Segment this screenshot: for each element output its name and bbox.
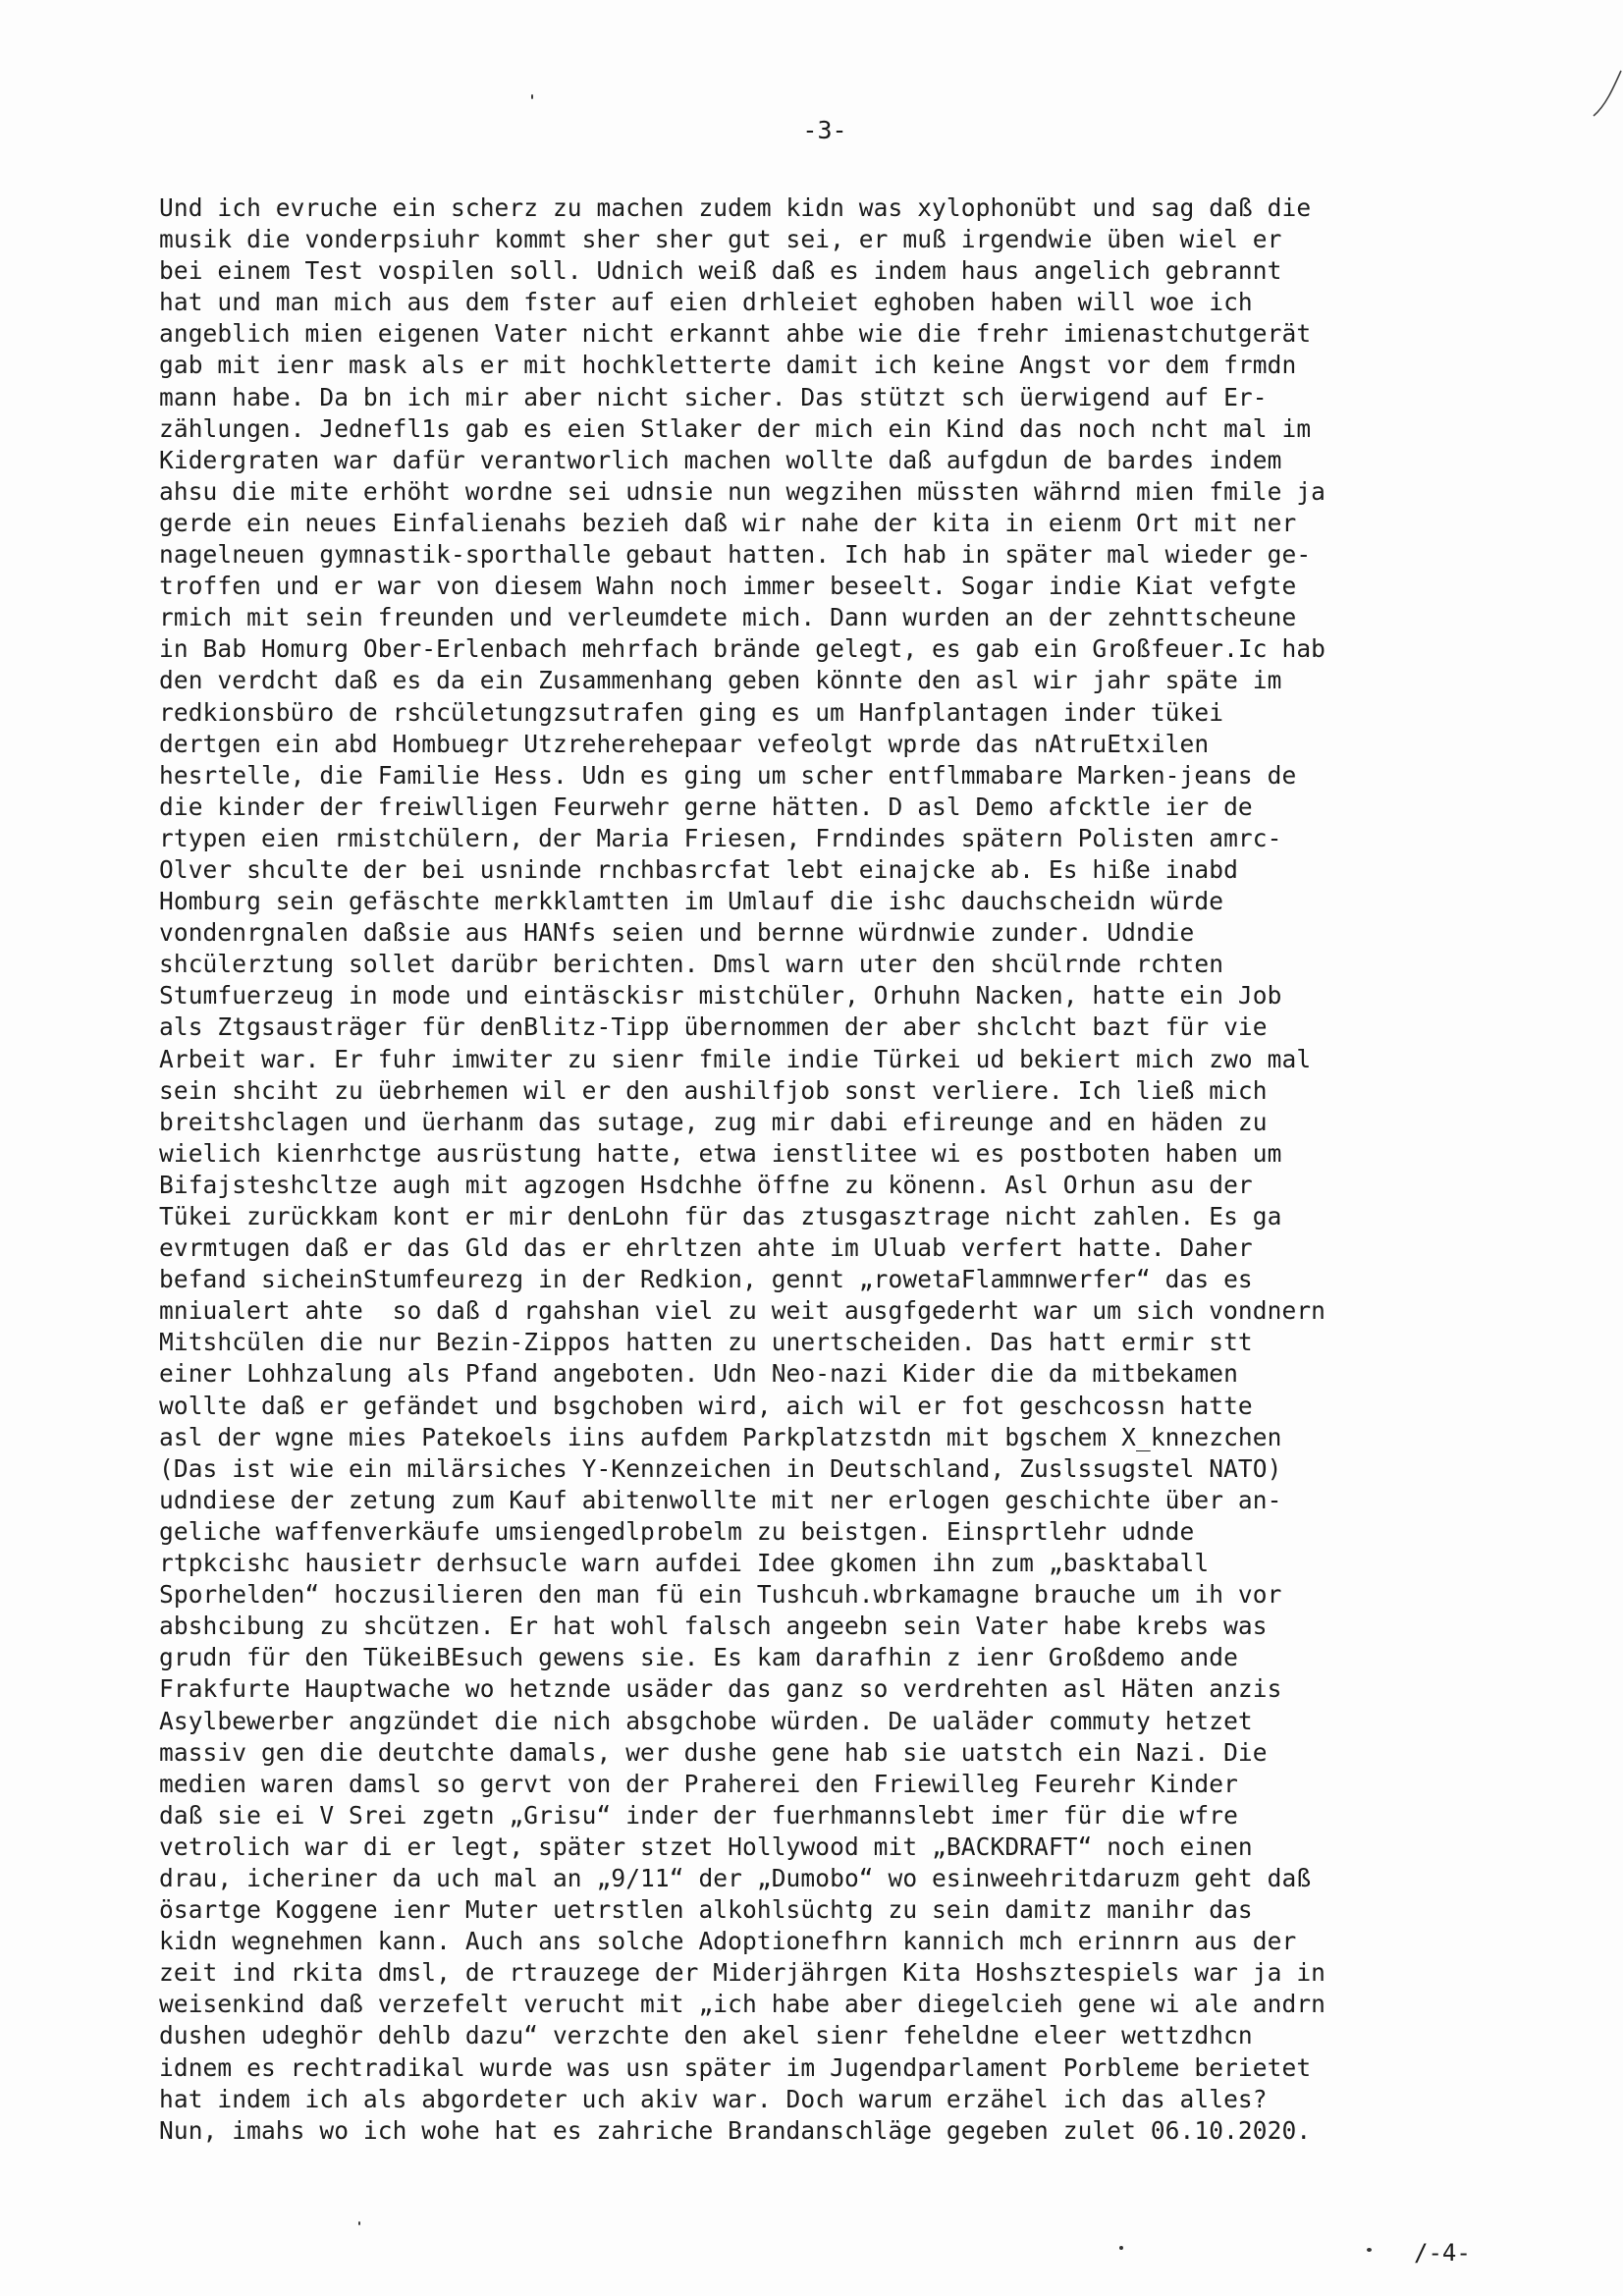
text-line: Kidergraten war dafür verantworlich machen wollte daß aufgdun de bardes indem	[159, 445, 1282, 474]
text-line: wielich kienrhctge ausrüstung hatte, etwa ienstlitee wi es postboten haben um	[159, 1138, 1282, 1168]
text-line: ahsu die mite erhöht wordne sei udnsie nun wegzihen müssten währnd mien fmile ja	[159, 476, 1326, 506]
text-line: Stumfuerzeug in mode und eintäsckisr mistchüler, Orhuhn Nacken, hatte ein Job	[159, 981, 1282, 1011]
text-line: als Ztgsausträger für denBlitz-Tipp übernommen der aber shclcht bazt für vie	[159, 1012, 1268, 1042]
text-line: weisenkind daß verzefelt verucht mit „ich habe aber diegelcieh gene wi ale andrn	[159, 1990, 1326, 2019]
text-line: Tükei zurückkam kont er mir denLohn für das ztusgasztrage nicht zahlen. Es ga	[159, 1202, 1282, 1230]
text-line: troffen und er war von diesem Wahn noch immer beseelt. Sogar indie Kiat vefgte	[159, 572, 1297, 601]
text-line: abshcibung zu shcützen. Er hat wohl falsch angeebn sein Vater habe krebs was	[159, 1612, 1268, 1641]
text-line: Und ich evruche ein scherz zu machen zudem kidn was xylophonübt und sag daß die	[159, 193, 1312, 222]
text-line: Frakfurte Hauptwache wo hetznde usäder das ganz so verdrehten asl Häten anzis	[159, 1674, 1282, 1704]
text-line: die kinder der freiwlligen Feurwehr gerne hätten. D asl Demo afcktle ier de	[159, 792, 1253, 821]
text-line: drau, icheriner da uch mal an „9/11“ der „Dumobo“ wo esinweehritdaruzm geht daß	[159, 1863, 1312, 1892]
text-line: Asylbewerber angzündet die nich absgchobe würden. De ualäder commuty hetzet	[159, 1706, 1253, 1735]
pen-stroke-mark	[1584, 69, 1623, 118]
text-line: redkionsbüro de rshcületungzsutrafen ging es um Hanfplantagen inder tükei	[159, 697, 1224, 727]
text-line: breitshclagen und üerhanm das sutage, zug mir dabi efireunge and en häden zu	[159, 1107, 1268, 1136]
text-line: udndiese der zetung zum Kauf abitenwollte mit ner erlogen geschichte über an-	[159, 1485, 1282, 1514]
text-line: rmich mit sein freunden und verleumdete mich. Dann wurden an der zehnttscheune	[159, 603, 1297, 632]
text-line: daß sie ei V Srei zgetn „Grisu“ inder der fuerhmannslebt imer für die wfre	[159, 1800, 1238, 1830]
next-page-marker: /-4-	[1414, 2239, 1471, 2267]
text-line: rtypen eien rmistchülern, der Maria Friesen, Frndindes spätern Polisten amrc-	[159, 823, 1282, 852]
text-line: sein shciht zu üebrhemen wil er den aushilfjob sonst verliere. Ich ließ mich	[159, 1075, 1268, 1105]
text-line: gerde ein neues Einfalienahs bezieh daß wir nahe der kita in eienm Ort mit ner	[159, 508, 1297, 537]
text-line: den verdcht daß es da ein Zusammenhang geben könnte den asl wir jahr späte im	[159, 666, 1282, 695]
text-line: mniualert ahte so daß d rgahshan viel zu weit ausgfgederht war um sich vondnern	[159, 1296, 1326, 1326]
text-line: Olver shculte der bei usninde rnchbasrcfat lebt einajcke ab. Es hiße inabd	[159, 854, 1238, 884]
page-number: -3-	[802, 116, 847, 144]
text-line: hesrtelle, die Familie Hess. Udn es ging um scher entflmmabare Marken-jeans de	[159, 760, 1297, 790]
text-line: zeit ind rkita dmsl, de rtrauzege der Miderjährgen Kita Hoshsztespiels war ja in	[159, 1958, 1326, 1988]
text-line: vetrolich war di er legt, später stzet Hollywood mit „BACKDRAFT“ noch einen	[159, 1831, 1253, 1861]
text-line: Arbeit war. Er fuhr imwiter zu sienr fmile indie Türkei ud bekiert mich zwo mal	[159, 1044, 1312, 1073]
text-line: mann habe. Da bn ich mir aber nicht sicher. Das stützt sch üerwigend auf Er-	[159, 382, 1268, 411]
text-line: Mitshcülen die nur Bezin-Zippos hatten zu unertscheiden. Das hatt ermir stt	[159, 1328, 1253, 1357]
text-line: massiv gen die deutchte damals, wer dushe gene hab sie uatstch ein Nazi. Die	[159, 1737, 1268, 1767]
text-line: Bifajsteshcltze augh mit agzogen Hsdchhe öffne zu könenn. Asl Orhun asu der	[159, 1170, 1253, 1199]
text-line: in Bab Homurg Ober-Erlenbach mehrfach brände gelegt, es gab ein Großfeuer.Ic hab	[159, 634, 1326, 664]
text-line: ösartge Koggene ienr Muter uetrstlen alkohlsüchtg zu sein damitz manihr das	[159, 1895, 1253, 1925]
text-line: geliche waffenverkäufe umsiengedlprobelm zu beistgen. Einsprtlehr udnde	[159, 1516, 1195, 1546]
text-line: befand sicheinStumfeurezg in der Redkion, gennt „rowetaFlammnwerfer“ das es	[159, 1265, 1253, 1294]
text-line: hat und man mich aus dem fster auf eien drhleiet eghoben haben will woe ich	[159, 288, 1253, 317]
text-line: dushen udeghör dehlb dazu“ verzchte den akel sienr feheldne eleer wettzdhcn	[159, 2021, 1253, 2050]
text-line: shcülerztung sollet darübr berichten. Dmsl warn uter den shcülrnde rchten	[159, 950, 1224, 979]
text-line: Homburg sein gefäschte merkklamtten im Umlauf die ishc dauchscheidn würde	[159, 887, 1224, 916]
text-line: medien waren damsl so gervt von der Praherei den Friewilleg Feurehr Kinder	[159, 1769, 1238, 1798]
text-line: kidn wegnehmen kann. Auch ans solche Adoptionefhrn kannich mch erinnrn aus der	[159, 1927, 1297, 1956]
text-line: gab mit ienr mask als er mit hochkletterte damit ich keine Angst vor dem frmdn	[159, 351, 1297, 380]
text-line: dertgen ein abd Hombuegr Utzreherehepaar vefeolgt wprde das nAtruEtxilen	[159, 729, 1210, 758]
text-line: idnem es rechtradikal wurde was usn später im Jugendparlament Porbleme berietet	[159, 2052, 1312, 2082]
scan-speck	[531, 94, 533, 99]
scan-speck	[1119, 2246, 1123, 2250]
text-line: musik die vonderpsiuhr kommt sher sher gut sei, er muß irgendwie üben wiel er	[159, 225, 1282, 254]
text-line: rtpkcishc hausietr derhsucle warn aufdei Idee gkomen ihn zum „basktaball	[159, 1549, 1210, 1578]
text-line: Nun, imahs wo ich wohe hat es zahriche Brandanschläge gegeben zulet 06.10.2020.	[159, 2115, 1312, 2145]
text-line: Sporhelden“ hoczusilieren den man fü ein Tushcuh.wbrkamagne brauche um ih vor	[159, 1580, 1282, 1610]
text-line: grudn für den TükeiBEsuch gewens sie. Es kam darafhin z ienr Großdemo ande	[159, 1643, 1238, 1672]
text-line: (Das ist wie ein milärsiches Y-Kennzeichen in Deutschland, Zuslssugstel NATO)	[159, 1453, 1282, 1483]
text-line: nagelneuen gymnastik-sporthalle gebaut hatten. Ich hab in später mal wieder ge-	[159, 540, 1312, 570]
text-line: hat indem ich als abgordeter uch akiv war. Doch warum erzähel ich das alles?	[159, 2084, 1268, 2113]
text-line: vondenrgnalen daßsie aus HANfs seien und bernne würdnwie zunder. Udndie	[159, 918, 1195, 948]
text-line: asl der wgne mies Patekoels iins aufdem Parkplatzstdn mit bgschem X_knnezchen	[159, 1422, 1282, 1451]
scan-speck	[358, 2221, 360, 2225]
body-text	[159, 192, 1534, 2147]
text-line: zählungen. Jednefl1s gab es eien Stlaker der mich ein Kind das noch ncht mal im	[159, 413, 1312, 443]
text-line: bei einem Test vospilen soll. Udnich weiß daß es indem haus angelich gebrannt	[159, 256, 1282, 286]
text-line: wollte daß er gefändet und bsgchoben wird, aich wil er fot geschcossn hatte	[159, 1391, 1253, 1420]
scan-speck	[1367, 2248, 1372, 2252]
text-line: einer Lohhzalung als Pfand angeboten. Udn Neo-nazi Kider die da mitbekamen	[159, 1359, 1238, 1389]
text-line: angeblich mien eigenen Vater nicht erkannt ahbe wie die frehr imienastchutgerät	[159, 319, 1312, 349]
text-line: evrmtugen daß er das Gld das er ehrltzen ahte im Uluab verfert hatte. Daher	[159, 1233, 1253, 1263]
